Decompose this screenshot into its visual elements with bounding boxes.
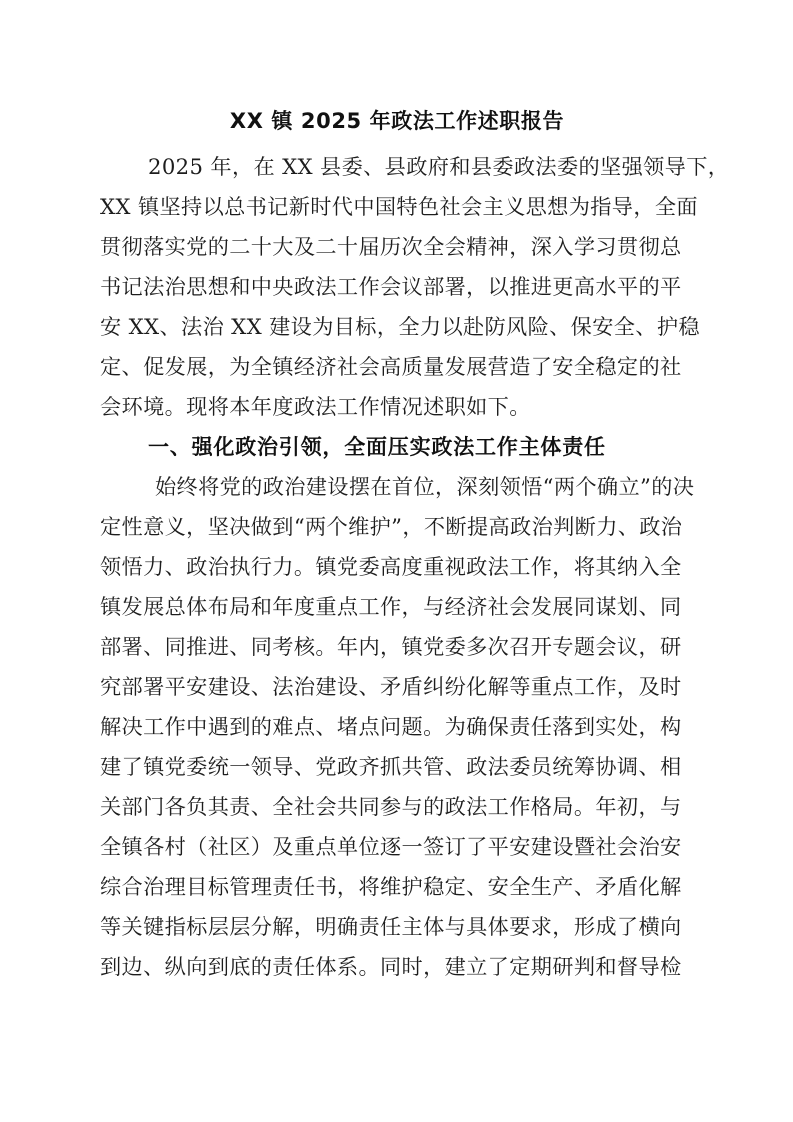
text-line: 贯彻落实党的二十大及二十届历次全会精神，深入学习贯彻总	[100, 234, 682, 259]
text-line: 2025 年，在 XX 县委、县政府和县委政法委的坚强领导下，	[148, 154, 730, 179]
text-line: XX 镇坚持以总书记新时代中国特色社会主义思想为指导，全面	[100, 194, 698, 219]
section-heading-1: 一、强化政治引领，全面压实政法工作主体责任	[148, 435, 606, 459]
paragraph-section-1	[100, 467, 694, 987]
text-line: 定性意义，坚决做到“两个维护”，不断提高政治判断力、政治	[100, 514, 683, 539]
text-line: 书记法治思想和中央政法工作会议部署，以推进更高水平的平	[100, 274, 682, 299]
text-line: 解决工作中遇到的难点、堵点问题。为确保责任落到实处，构	[100, 714, 682, 739]
text-line: 建了镇党委统一领导、党政齐抓共管、政法委员统筹协调、相	[100, 754, 682, 779]
text-line: 镇发展总体布局和年度重点工作，与经济社会发展同谋划、同	[100, 594, 682, 619]
page-title: XX 镇 2025 年政法工作述职报告	[229, 109, 565, 133]
text-line: 关部门各负其责、全社会共同参与的政法工作格局。年初，与	[100, 794, 682, 819]
document-content	[100, 104, 730, 987]
text-line: 始终将党的政治建设摆在首位，深刻领悟“两个确立”的决	[155, 474, 695, 499]
text-line: 到边、纵向到底的责任体系。同时，建立了定期研判和督导检	[100, 954, 682, 979]
text-line: 等关键指标层层分解，明确责任主体与具体要求，形成了横向	[100, 914, 682, 939]
text-line: 综合治理目标管理责任书，将维护稳定、安全生产、矛盾化解	[100, 874, 682, 899]
text-line: 会环境。现将本年度政法工作情况述职如下。	[100, 394, 531, 419]
text-line: 领悟力、政治执行力。镇党委高度重视政法工作，将其纳入全	[100, 554, 682, 579]
text-line: 安 XX、法治 XX 建设为目标，全力以赴防风险、保安全、护稳	[100, 314, 700, 339]
text-line: 部署、同推进、同考核。年内，镇党委多次召开专题会议，研	[100, 634, 682, 659]
text-line: 定、促发展，为全镇经济社会高质量发展营造了安全稳定的社	[100, 354, 682, 379]
text-line: 究部署平安建设、法治建设、矛盾纠纷化解等重点工作，及时	[100, 674, 682, 699]
paragraph-intro	[100, 147, 730, 427]
text-line: 全镇各村（社区）及重点单位逐一签订了平安建设暨社会治安	[100, 834, 682, 859]
